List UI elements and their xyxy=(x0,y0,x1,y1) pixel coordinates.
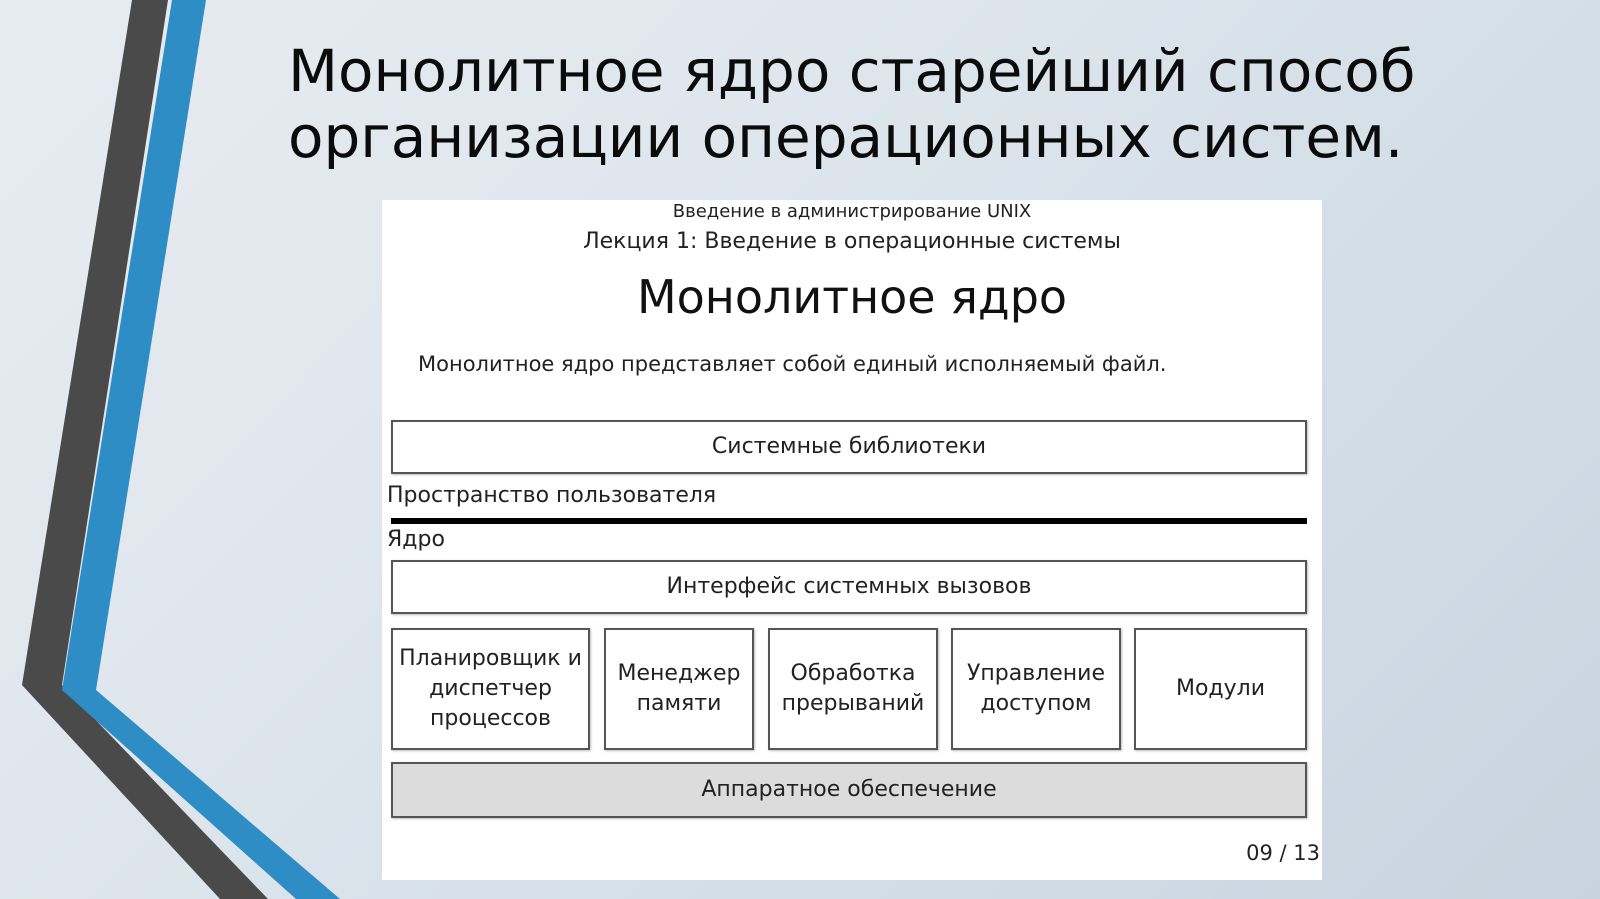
interrupt-handling-label: Обработка прерываний xyxy=(781,661,925,716)
user-space-label: Пространство пользователя xyxy=(387,483,717,508)
intro-text: Монолитное ядро представляет собой единый исполняемый файл. xyxy=(418,352,1167,376)
course-name: Введение в администрирование UNIX xyxy=(672,201,1032,222)
hardware-box xyxy=(391,762,1307,818)
scheduler-box xyxy=(391,628,590,750)
access-control-label: Управление доступом xyxy=(966,661,1105,716)
memory-manager-box xyxy=(604,628,754,750)
system-libraries-label: Системные библиотеки xyxy=(711,434,987,459)
embedded-lecture-slide xyxy=(382,200,1322,880)
access-control-box xyxy=(951,628,1121,750)
syscall-interface-label: Интерфейс системных вызовов xyxy=(666,574,1032,599)
modules-label: Модули xyxy=(1175,676,1266,701)
kernel-label: Ядро xyxy=(387,527,445,552)
slide-title: Монолитное ядро старейший способ организации операционных систем. xyxy=(288,37,1416,171)
memory-manager-label: Менеджер памяти xyxy=(617,661,741,716)
lecture-title: Лекция 1: Введение в операционные системы xyxy=(583,229,1121,254)
hardware-label: Аппаратное обеспечение xyxy=(701,777,997,802)
scheduler-label: Планировщик и диспетчер процессов xyxy=(399,646,582,731)
syscall-interface-box xyxy=(391,560,1307,614)
modules-box xyxy=(1134,628,1307,750)
diagram-heading: Монолитное ядро xyxy=(636,270,1068,324)
gray-stripe-lower xyxy=(22,685,268,899)
interrupt-handling-box xyxy=(768,628,938,750)
system-libraries-box xyxy=(391,420,1307,474)
user-kernel-divider xyxy=(391,518,1307,524)
page-number: 09 / 13 xyxy=(1246,841,1320,865)
